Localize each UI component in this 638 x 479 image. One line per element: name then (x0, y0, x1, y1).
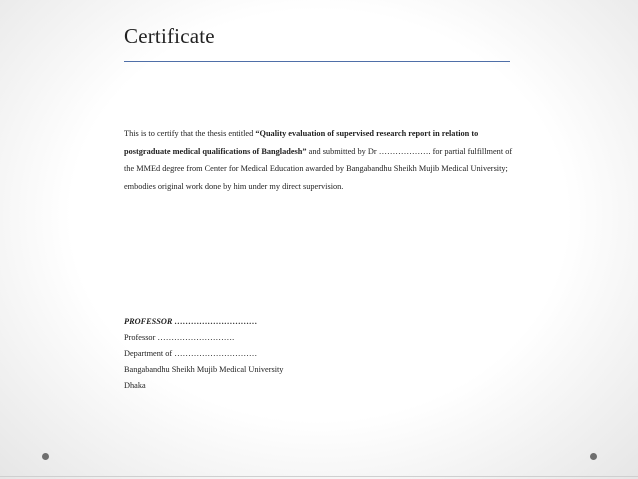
certificate-text-intro: This is to certify that the thesis entitled (124, 129, 256, 138)
title-underline (124, 61, 510, 62)
thesis-title: “Quality evaluation of supervised research report in relation to postgraduate medical qualifications of Bangladesh” (124, 129, 479, 156)
certificate-text-rest: and submitted by Dr ………………. for partial fulfillment of the MMEd degree from Center for Medical Education awarded by Bangabandhu Sheikh Mujib Medical University; embodies original work done by him under my direct supervision. (124, 146, 513, 191)
signature-block (124, 314, 283, 394)
signature-name-line: Professor ………………………. (124, 333, 235, 342)
decorative-dot-left (42, 453, 49, 460)
certificate-body (124, 125, 516, 195)
signature-city: Dhaka (124, 381, 146, 390)
bottom-border (0, 476, 638, 477)
slide-title: Certificate (124, 24, 215, 48)
signature-heading: PROFESSOR ………………………… (124, 317, 258, 326)
decorative-dot-right (590, 453, 597, 460)
signature-university: Bangabandhu Sheikh Mujib Medical University (124, 365, 284, 374)
signature-department-line: Department of ………………………… (124, 349, 258, 358)
